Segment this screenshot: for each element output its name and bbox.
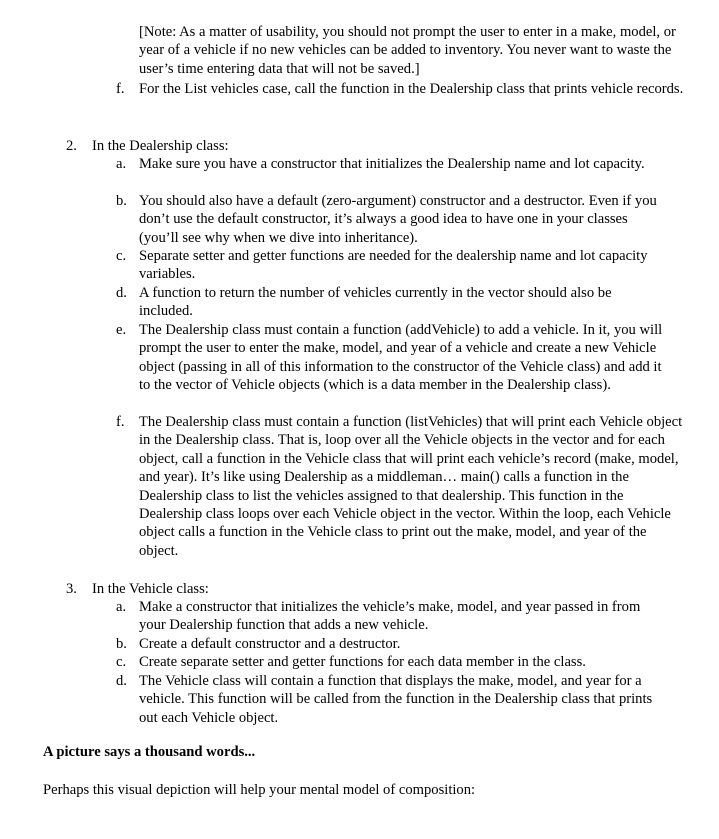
list-item-text: Separate setter and getter functions are needed for the dealership name and lot capacity variables. — [139, 248, 648, 283]
list-item-text: The Dealership class must contain a function (addVehicle) to add a vehicle. In it, you will prompt the user to enter the make, model, and year of a vehicle and create a new Vehicle object (passing in all of this information to the constructor of the Vehicle class) and add it to the vector of Vehicle objects (which is a data member in the Dealership class). — [139, 322, 663, 394]
list-item-text: Make sure you have a constructor that initializes the Dealership name and lot capacity. — [139, 156, 645, 172]
note-paragraph: [Note: As a matter of usability, you should not prompt the user to enter in a make, model, or year of a vehicle if no new vehicles can be added to inventory. You never want to waste the user’s time entering data that will not be saved.] — [139, 24, 676, 77]
picture-intro-text: Perhaps this visual depiction will help your mental model of composition: — [43, 782, 476, 798]
picture-heading: A picture says a thousand words... — [43, 744, 256, 760]
list-item-text: For the List vehicles case, call the function in the Dealership class that prints vehicle records. — [139, 81, 684, 97]
list-item-letter: f. — [116, 81, 125, 97]
list-item-letter: e. — [116, 322, 127, 338]
list-item-letter: d. — [116, 285, 127, 301]
list-item-text: Create a default constructor and a destructor. — [139, 636, 401, 652]
section-heading: In the Dealership class: — [92, 138, 229, 154]
list-item-letter: b. — [116, 193, 127, 209]
list-item-letter: c. — [116, 248, 127, 264]
list-item-letter: a. — [116, 156, 127, 172]
list-item-letter: f. — [116, 414, 125, 430]
list-item-text: The Dealership class must contain a function (listVehicles) that will print each Vehicle object in the Dealership class. That is, loop over all the Vehicle objects in the vector and for each object, call a function in the Vehicle class that will print each vehicle’s record (make, model, and year). It’s like using Dealership as a middleman… main() calls a function in the Dealership class to list the vehicles assigned to that dealership. This function in the Dealership class loops over each Vehicle object in the vector. Within the loop, each Vehicle object calls a function in the Vehicle class to print out the make, model, and year of the object. — [139, 414, 683, 559]
list-item-text: Create separate setter and getter functions for each data member in the class. — [139, 654, 586, 670]
section-number: 3. — [66, 581, 77, 597]
list-item-text: You should also have a default (zero-argument) constructor and a destructor. Even if you don’t use the default constructor, it’s always a good idea to have one in your classes (you’ll see why when we dive into inheritance). — [139, 193, 657, 246]
list-item-text: The Vehicle class will contain a function that displays the make, model, and year for a vehicle. This function will be called from the function in the Dealership class that prints out each Vehicle object. — [139, 673, 653, 726]
list-item-letter: a. — [116, 599, 127, 615]
section-heading: In the Vehicle class: — [92, 581, 209, 597]
list-item-letter: d. — [116, 673, 127, 689]
section-number: 2. — [66, 138, 77, 154]
list-item-text: Make a constructor that initializes the vehicle’s make, model, and year passed in from your Dealership function that adds a new vehicle. — [139, 599, 641, 634]
list-item-letter: b. — [116, 636, 127, 652]
list-item-letter: c. — [116, 654, 127, 670]
list-item-text: A function to return the number of vehicles currently in the vector should also be included. — [139, 285, 612, 320]
